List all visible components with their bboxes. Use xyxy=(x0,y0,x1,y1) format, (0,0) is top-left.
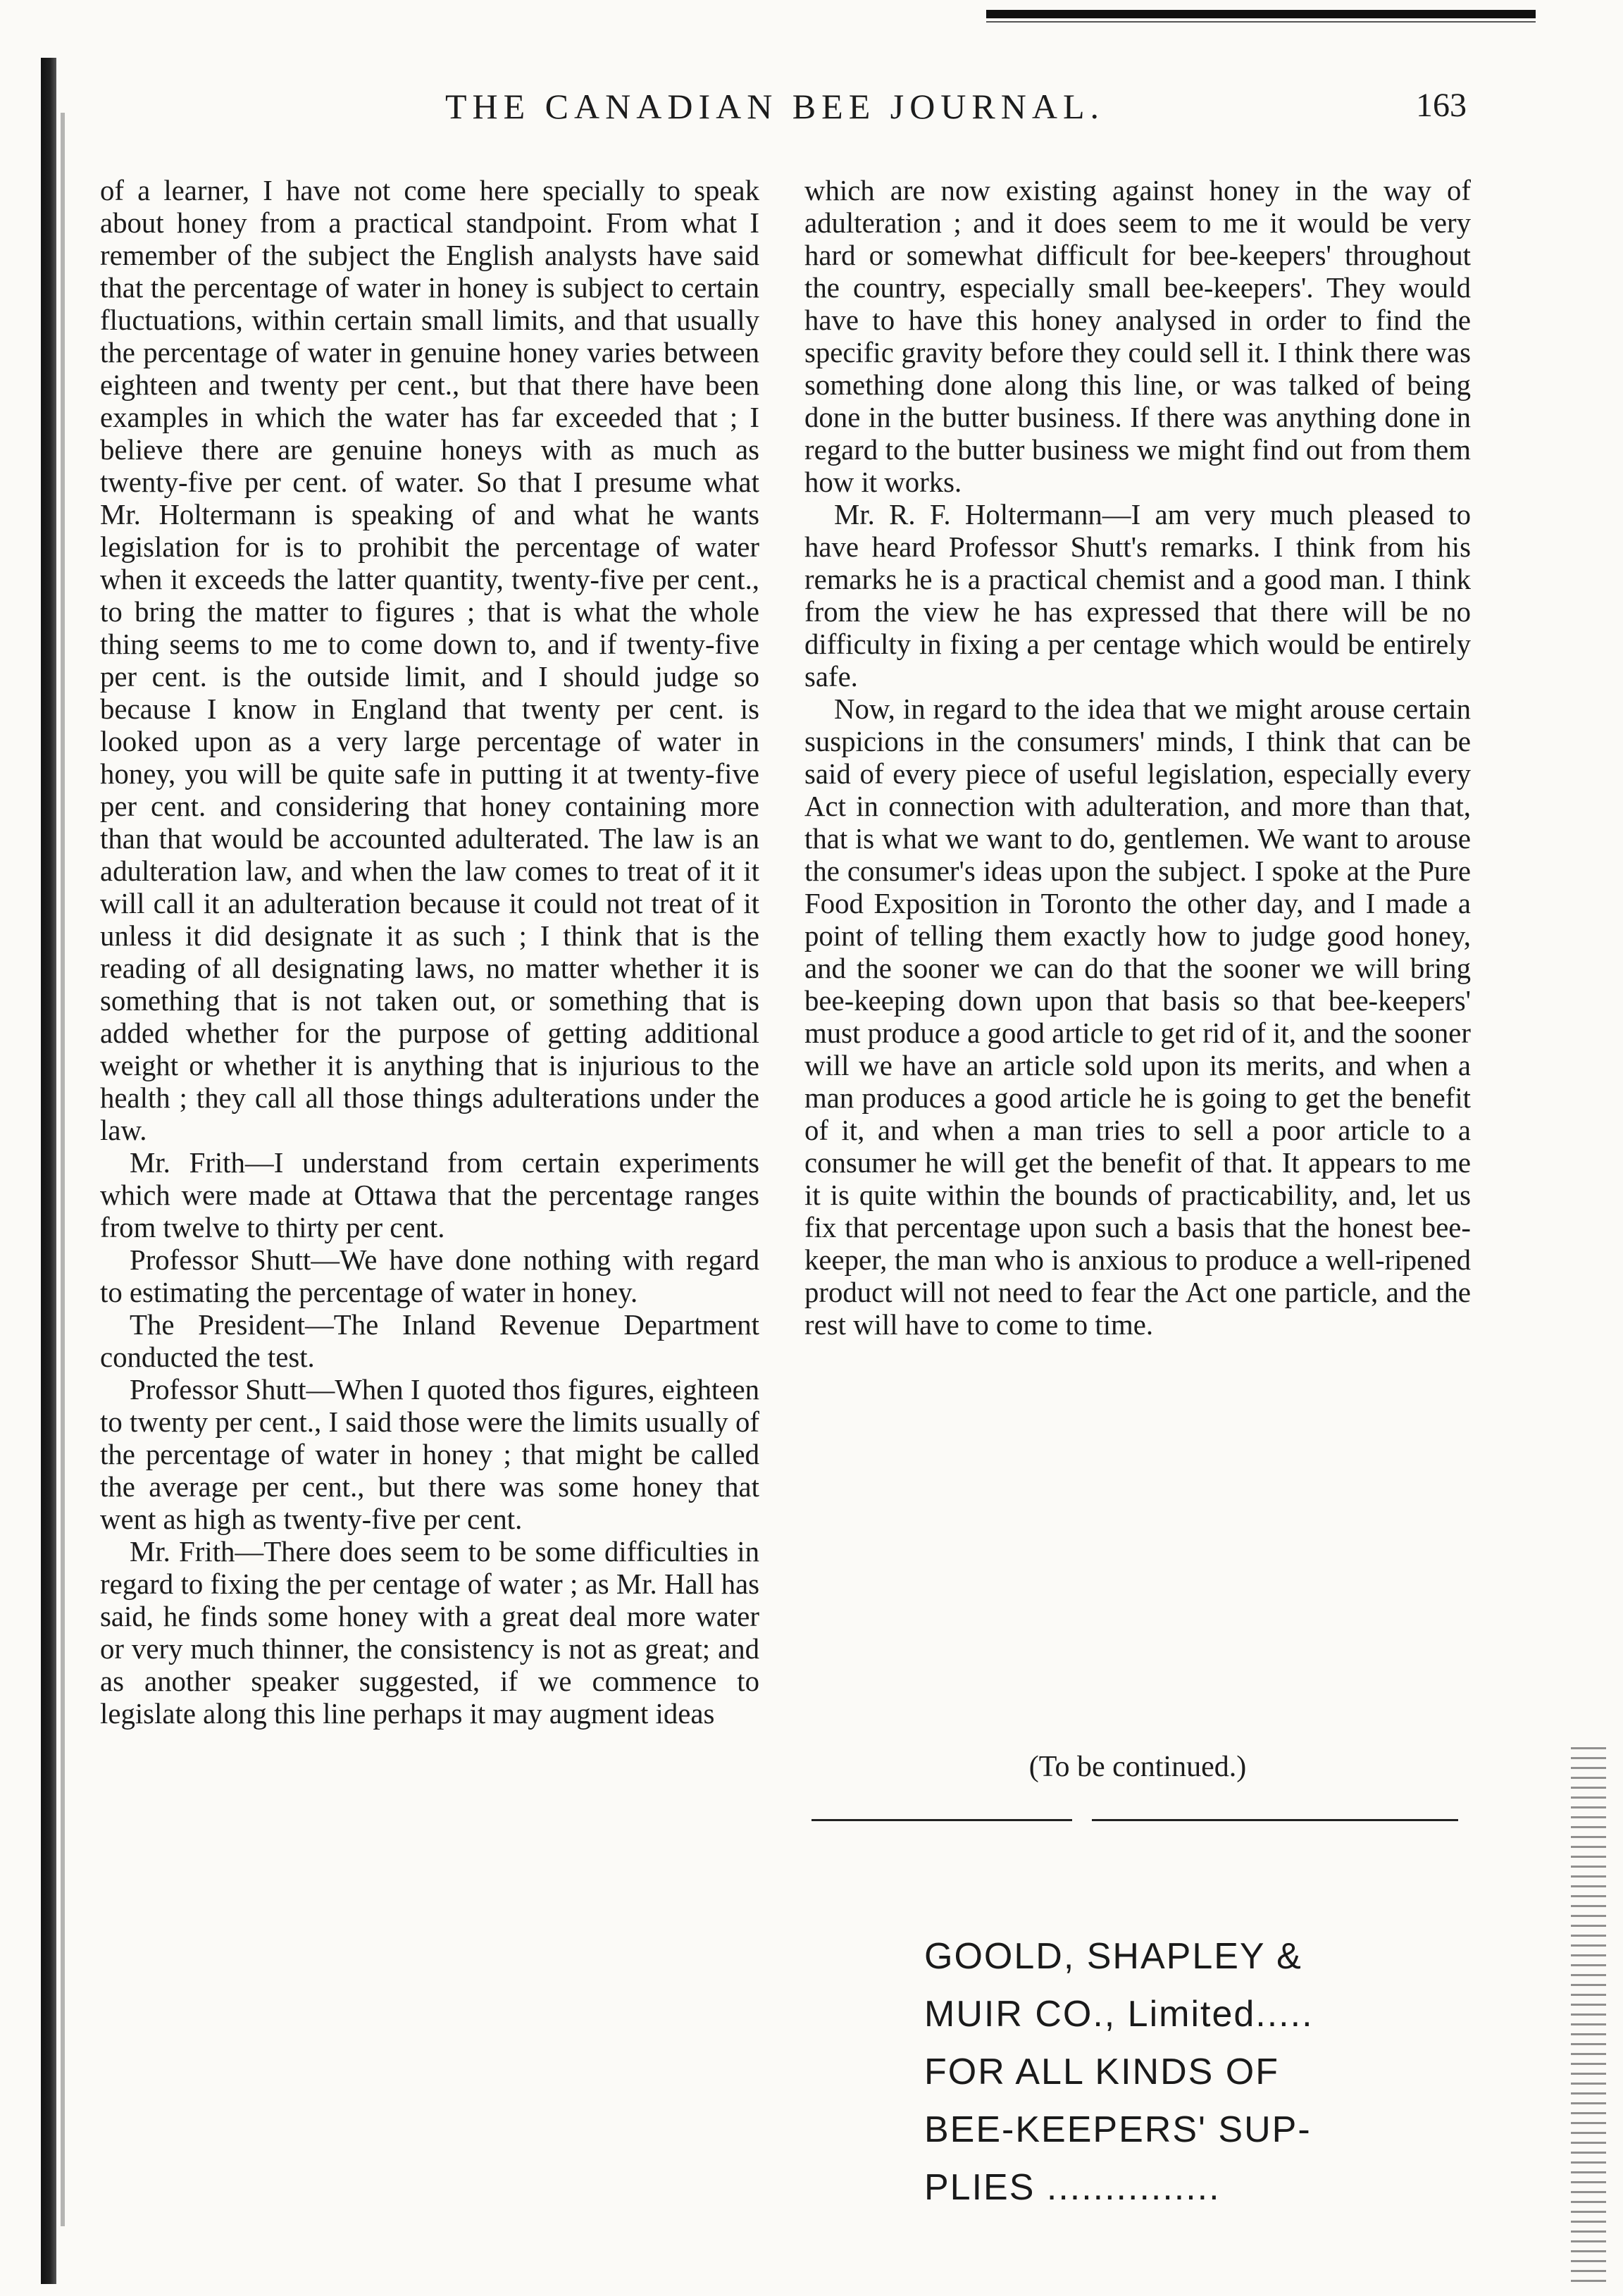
separator-rule xyxy=(1092,1819,1458,1821)
ad-line: BEE-KEEPERS' SUP- xyxy=(924,2109,1312,2150)
left-column xyxy=(100,175,759,1730)
advertisement xyxy=(924,1928,1460,2216)
binding-edge xyxy=(41,58,56,2284)
ad-line: PLIES ............... xyxy=(924,2167,1221,2208)
binding-shadow xyxy=(61,113,65,2226)
paragraph: Professor Shutt—We have done nothing with regard to estimating the percentage of water in honey. xyxy=(100,1244,759,1308)
continued-note: (To be continued.) xyxy=(1028,1751,1247,1783)
ad-line: MUIR CO., Limited..... xyxy=(924,1994,1314,2035)
page-number: 163 xyxy=(1416,87,1467,124)
scan-noise xyxy=(1571,1747,1606,2283)
paragraph: which are now existing against honey in the way of adulteration ; and it does seem to me it would be very hard or somewhat difficult for bee-keepers' throughout the country, especially small bee-keepers'. They would have to have this honey analysed in order to find the specific gravity before they could sell it. I think there was something done along this line, or was talked of being done in the butter business. If there was anything done in regard to the butter business we might find out from them how it works. xyxy=(804,175,1471,498)
ad-line: FOR ALL KINDS OF xyxy=(924,2052,1279,2092)
page-header: THE CANADIAN BEE JOURNAL. xyxy=(444,87,1105,126)
paragraph: Mr. Frith—There does seem to be some difficulties in regard to fixing the per centage of water ; as Mr. Hall has said, he finds some honey with a great deal more water or very much thinner, the consistency is not as great; and as another speaker suggested, if we commence to legislate along this line perhaps it may augment ideas xyxy=(100,1536,759,1730)
paragraph: The President—The Inland Revenue Department conducted the test. xyxy=(100,1309,759,1373)
paragraph: Mr. R. F. Holtermann—I am very much pleased to have heard Professor Shutt's remarks. I think from his remarks he is a practical chemist and a good man. I think from the view he has expressed that there will be no difficulty in fixing a per centage which would be entirely safe. xyxy=(804,499,1471,693)
top-rule-thin xyxy=(986,21,1536,23)
paragraph: Mr. Frith—I understand from certain experiments which were made at Ottawa that the percentage ranges from twelve to thirty per cent. xyxy=(100,1147,759,1243)
paragraph: of a learner, I have not come here specially to speak about honey from a practical standpoint. From what I remember of the subject the English analysts have said that the percentage of water in honey is subject to certain fluctuations, within certain small limits, and that usually the percentage of water in genuine honey varies between eighteen and twenty per cent., but that there have been examples in which the water has far exceeded that ; I believe there are genuine honeys with as much as twenty-five per cent. of water. So that I presume what Mr. Holtermann is speaking of and what he wants legislation for is to prohibit the percentage of water when it exceeds the latter quantity, twenty-five per cent., to bring the matter to figures ; that is what the whole thing seems to me to come down to, and if twenty-five per cent. is the outside limit, and I should judge so because I know in England that twenty per cent. is looked upon as a very large percentage of water in honey, you will be quite safe in putting it at twenty-five per cent. and considering that honey containing more than that would be accounted adulterated. The law is an adulteration law, and when the law comes to treat of it it will call it an adulteration because it could not treat of it unless it did designate it as such ; I think that is the reading of all designating laws, no matter whether it is something that is not taken out, or something that is added whether for the purpose of getting additional weight or whether it is anything that is injurious to the health ; they call all those things adulterations under the law. xyxy=(100,175,759,1146)
top-rule xyxy=(986,10,1536,18)
right-column xyxy=(804,175,1471,1341)
paragraph: Now, in regard to the idea that we might arouse certain suspicions in the consumers' minds, I think that can be said of every piece of useful legislation, especially every Act in connection with adulteration, and more than that, that is what we want to do, gentlemen. We want to arouse the consumer's ideas upon the subject. I spoke at the Pure Food Exposition in Toronto the other day, and I made a point of telling them exactly how to judge good honey, and the sooner we can do that the sooner we will bring bee-keeping down upon that basis so that bee-keepers' must produce a good article to get rid of it, and the sooner will we have an article sold upon its merits, and when a man produces a good article he is going to get the benefit of it, and when a man tries to sell a poor article to a consumer he will get the benefit of that. It appears to me it is quite within the bounds of practicability, and, let us fix that percentage upon such a basis that the honest bee-keeper, the man who is anxious to produce a well-ripened product will not need to fear the Act one particle, and the rest will have to come to time. xyxy=(804,693,1471,1341)
ad-line: GOOLD, SHAPLEY & xyxy=(924,1936,1302,1977)
paragraph: Professor Shutt—When I quoted thos figures, eighteen to twenty per cent., I said those were the limits usually of the percentage of water in honey ; that might be called the average per cent., but there was some honey that went as high as twenty-five per cent. xyxy=(100,1374,759,1535)
separator-rule xyxy=(812,1819,1072,1821)
